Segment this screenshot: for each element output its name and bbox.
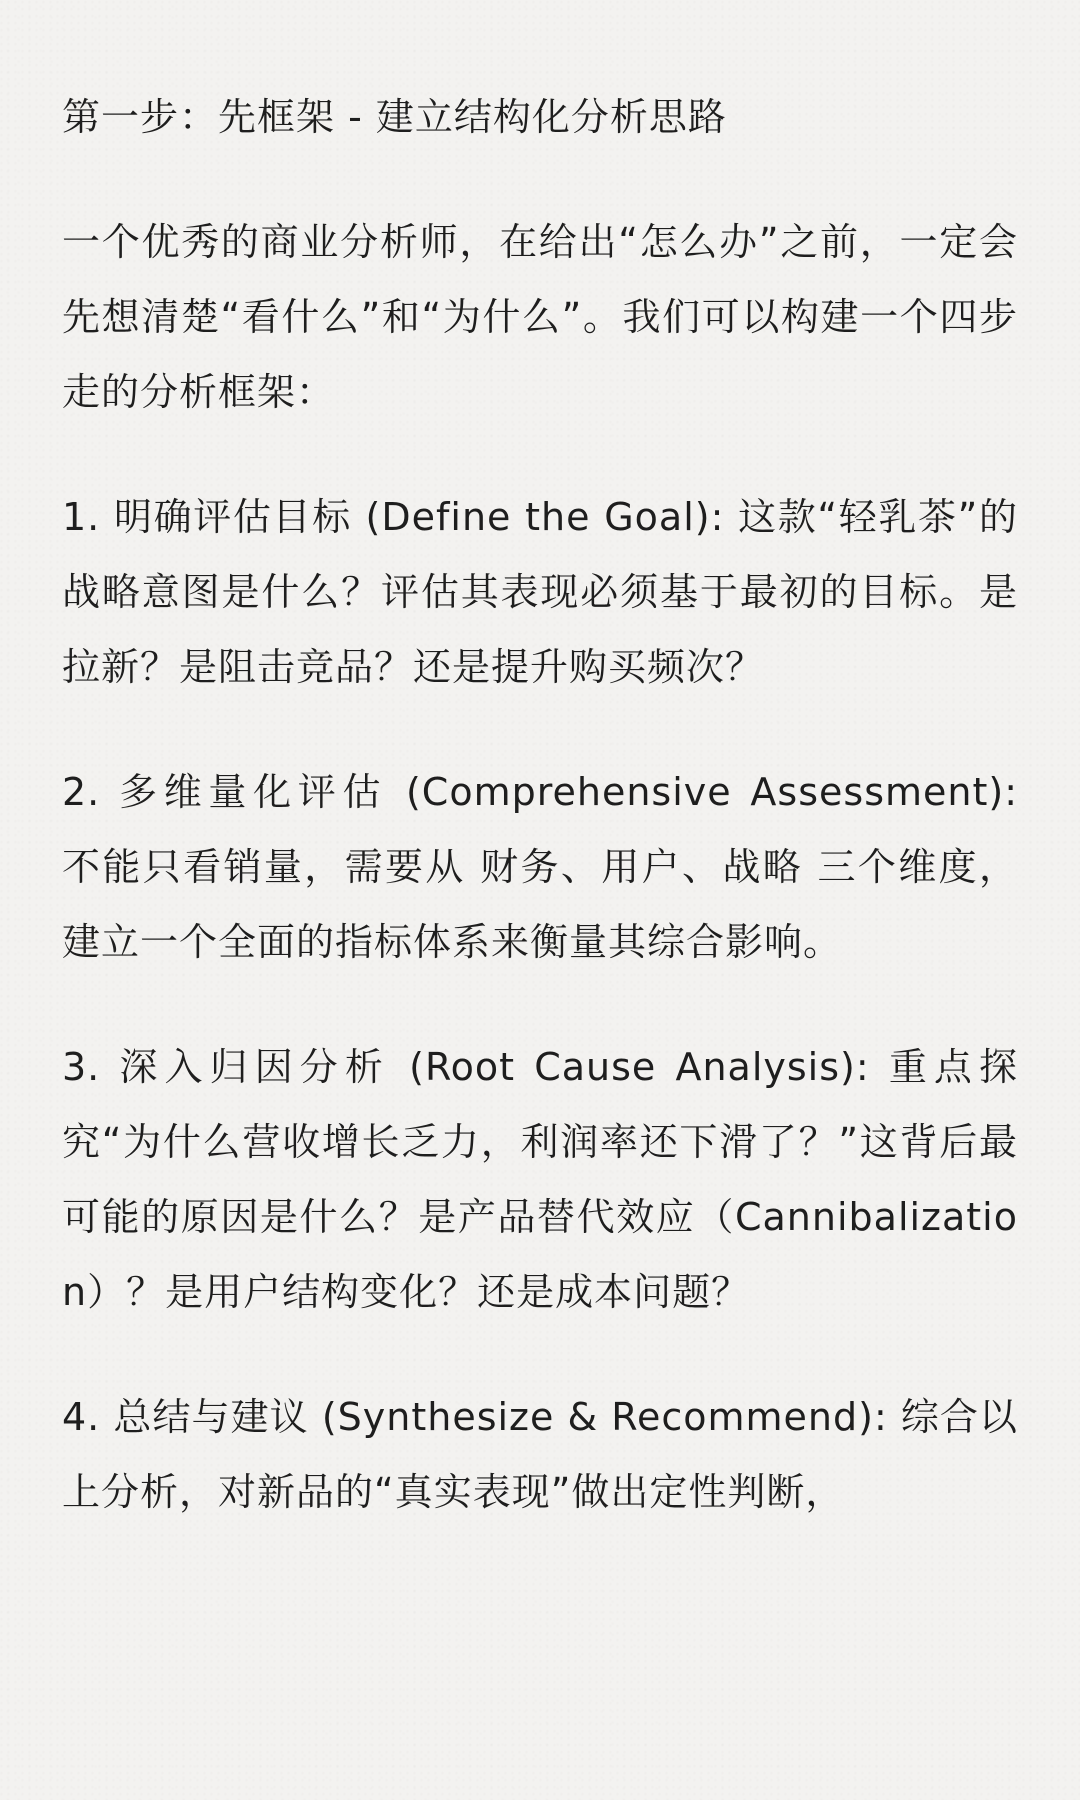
section-heading: 第一步：先框架 - 建立结构化分析思路 [62, 95, 727, 139]
step-4-paragraph: 4. 总结与建议 (Synthesize & Recommend): 综合以上分析，对新品的“真实表现”做出定性判断， [62, 1395, 1018, 1514]
step-2-paragraph: 2. 多维量化评估 (Comprehensive Assessment): 不能只看销量，需要从 财务、用户、战略 三个维度，建立一个全面的指标体系来衡量其综合影响。 [62, 770, 1018, 964]
step-1-paragraph: 1. 明确评估目标 (Define the Goal): 这款“轻乳茶”的战略意图是什么？评估其表现必须基于最初的目标。是拉新？是阻击竞品？还是提升购买频次？ [62, 495, 1018, 689]
step-3-paragraph: 3. 深入归因分析 (Root Cause Analysis): 重点探究“为什么营收增长乏力，利润率还下滑了？”这背后最可能的原因是什么？是产品替代效应（Cannibalization）？是用户结构变化？还是成本问题？ [62, 1045, 1018, 1314]
intro-paragraph: 一个优秀的商业分析师，在给出“怎么办”之前，一定会先想清楚“看什么”和“为什么”。我们可以构建一个四步走的分析框架： [62, 220, 1018, 414]
